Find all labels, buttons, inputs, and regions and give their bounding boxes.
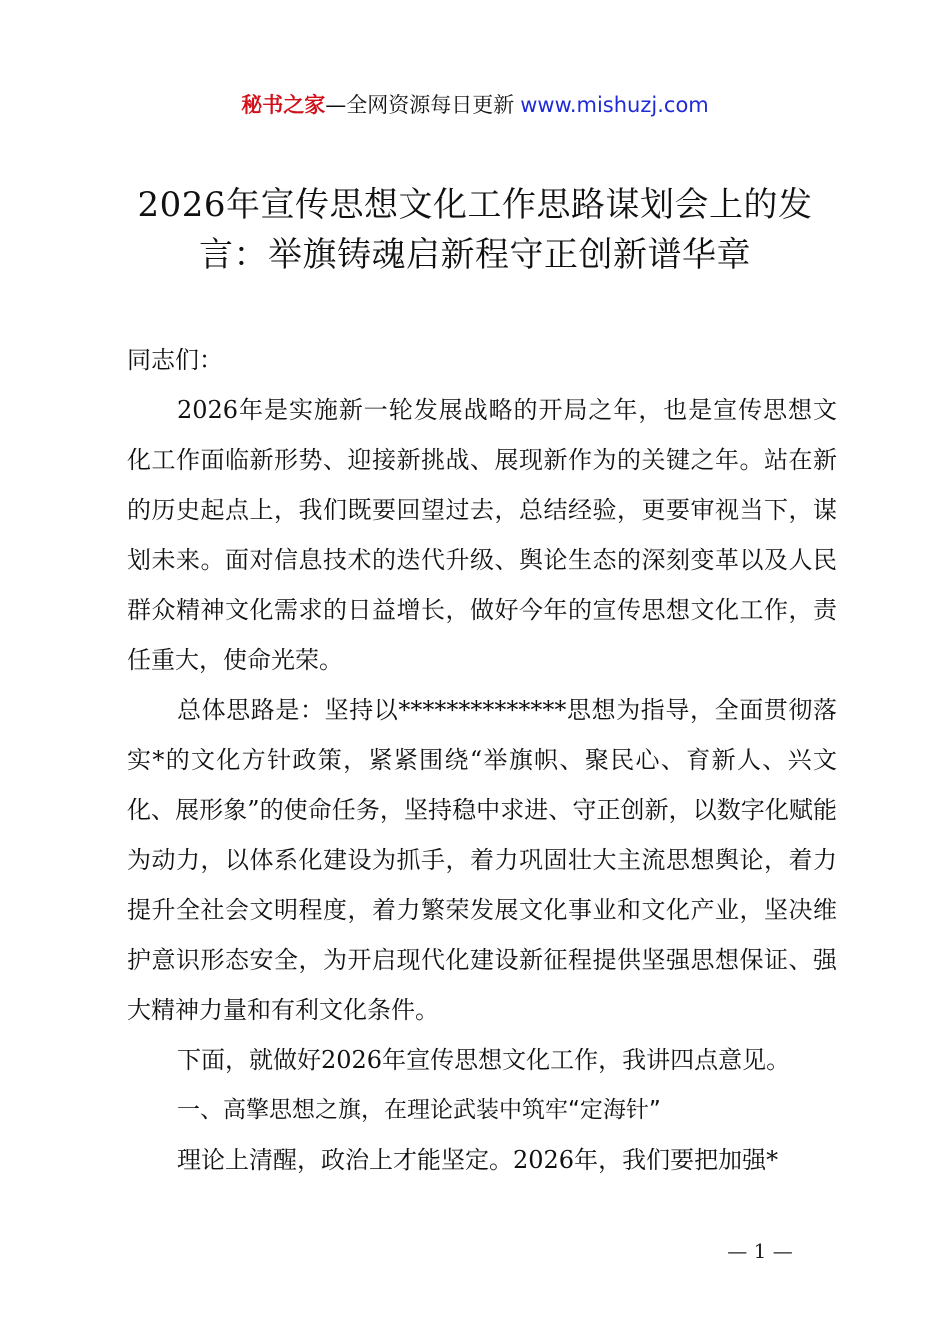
brand-name: 秘书之家 bbox=[241, 93, 326, 117]
salutation: 同志们： bbox=[127, 346, 223, 374]
section-1-paragraph: 理论上清醒，政治上才能坚定。2026年，我们要把加强* bbox=[177, 1146, 779, 1174]
document-body bbox=[127, 335, 837, 1185]
section-heading-1: 一、高擎思想之旗，在理论武装中筑牢“定海针” bbox=[177, 1097, 661, 1123]
paragraph-overall-approach: 总体思路是：坚持以**************思想为指导，全面贯彻落实*的文化方针政策，紧紧围绕“举旗帜、聚民心、育新人、兴文化、展形象”的使命任务，坚持稳中求进、守正创新，以数字化赋能为动力，以体系化建设为抓手，着力巩固壮大主流思想舆论，着力提升全社会文明程度，着力繁荣发展文化事业和文化产业，坚决维护意识形态安全，为开启现代化建设新征程提供坚强思想保证、强大精神力量和有利文化条件。 bbox=[127, 696, 837, 1024]
site-header bbox=[0, 88, 950, 122]
site-url-link[interactable]: www.mishuzj.com bbox=[520, 93, 709, 117]
document-title: 2026年宣传思想文化工作思路谋划会上的发言：举旗铸魂启新程守正创新谱华章 bbox=[137, 185, 813, 275]
paragraph-intro: 2026年是实施新一轮发展战略的开局之年，也是宣传思想文化工作面临新形势、迎接新挑战、展现新作为的关键之年。站在新的历史起点上，我们既要回望过去，总结经验，更要审视当下，谋划未来。面对信息技术的迭代升级、舆论生态的深刻变革以及人民群众精神文化需求的日益增长，做好今年的宣传思想文化工作，责任重大，使命光荣。 bbox=[127, 396, 837, 674]
header-slogan: —全网资源每日更新 bbox=[325, 93, 515, 117]
paragraph-transition: 下面，就做好2026年宣传思想文化工作，我讲四点意见。 bbox=[177, 1046, 791, 1074]
page-number: — 1 — bbox=[727, 1239, 793, 1263]
